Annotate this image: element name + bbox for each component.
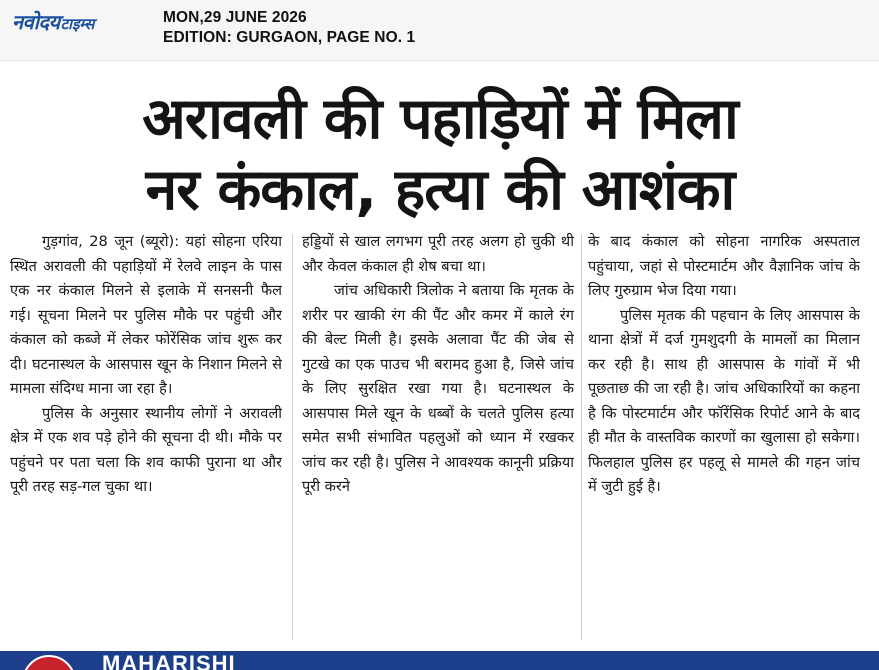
article-column-2: [302, 230, 574, 644]
column-divider: [581, 234, 582, 640]
article-body: [8, 230, 860, 644]
edition-page: EDITION: GURGAON, PAGE NO. 1: [163, 29, 416, 46]
paragraph: गुड़गांव, 28 जून (ब्यूरो): यहां सोहना एरिया स्थित अरावली की पहाड़ियों में रेलवे लाइन के पास एक नर कंकाल मिलने से इलाके में सनसनी फैल गई। सूचना मिलने पर पुलिस मौके पर पहुंची और कंकाल को कब्जे में लेकर फोरेंसिक जांच शुरू कर दी। घटनास्थल के आसपास खून के निशान मिलने से मामला संदिग्ध माना जा रहा है।: [10, 233, 282, 397]
article-column-3: [588, 230, 860, 644]
paragraph: हड्डियों से खाल लगभग पूरी तरह अलग हो चुकी थी और केवल कंकाल ही शेष बचा था।: [302, 233, 574, 275]
headline-line-1: अरावली की पहाड़ियों में मिला: [142, 86, 738, 152]
ad-seal-logo: [22, 655, 76, 670]
issue-date: MON,29 JUNE 2026: [163, 9, 307, 26]
ad-brand-text: MAHARISHI: [102, 651, 236, 670]
column-divider: [292, 234, 293, 640]
masthead-bar: [0, 0, 879, 61]
paragraph: जांच अधिकारी त्रिलोक ने बताया कि मृतक के शरीर पर खाकी रंग की पैंट और कमर में काले रंग की बेल्ट मिली है। इसके अलावा पैंट की जेब से गुटखे का एक पाउच भी बरामद हुआ है, जिसे जांच के लिए सुरक्षित रखा गया है। घटनास्थल के आसपास मिले खून के धब्बों के चलते पुलिस हत्या समेत सभी संभावित पहलुओं को ध्यान में रखकर जांच कर रही है। पुलिस ने आवश्यक कानूनी प्रक्रिया पूरी करने: [302, 282, 574, 495]
paragraph: पुलिस के अनुसार स्थानीय लोगों ने अरावली क्षेत्र में एक शव पड़े होने की सूचना दी थी। मौके पर पहुंचने पर पता चला कि शव काफी पुराना था और पूरी तरह सड़-गल चुका था।: [10, 404, 282, 495]
newspaper-logo[interactable]: [12, 8, 94, 34]
article-headline: [20, 84, 860, 226]
advertisement-strip[interactable]: [0, 651, 879, 670]
headline-line-2: नर कंकाल, हत्या की आशंका: [145, 157, 735, 223]
paragraph: के बाद कंकाल को सोहना नागरिक अस्पताल पहुंचाया, जहां से पोस्टमार्टम और वैज्ञानिक जांच के लिए गुरुग्राम भेज दिया गया।: [588, 233, 860, 299]
logo-main-text: नवोदय: [12, 10, 60, 34]
paragraph: पुलिस मृतक की पहचान के लिए आसपास के थाना क्षेत्रों में दर्ज गुमशुदगी के मामलों का मिलान कर रही है। साथ ही आसपास के गांवों में भी पूछताछ की जा रही है। जांच अधिकारियों का कहना है कि पोस्टमार्टम और फॉरेंसिक रिपोर्ट आने के बाद ही मौत के वास्तविक कारणों का खुलासा हो सकेगा। फिलहाल पुलिस हर पहलू से मामले की गहन जांच में जुटी हुई है।: [588, 306, 860, 495]
edition-info: [163, 8, 415, 48]
logo-sub-text: टाइम्स: [60, 15, 95, 33]
article-column-1: [10, 230, 282, 644]
